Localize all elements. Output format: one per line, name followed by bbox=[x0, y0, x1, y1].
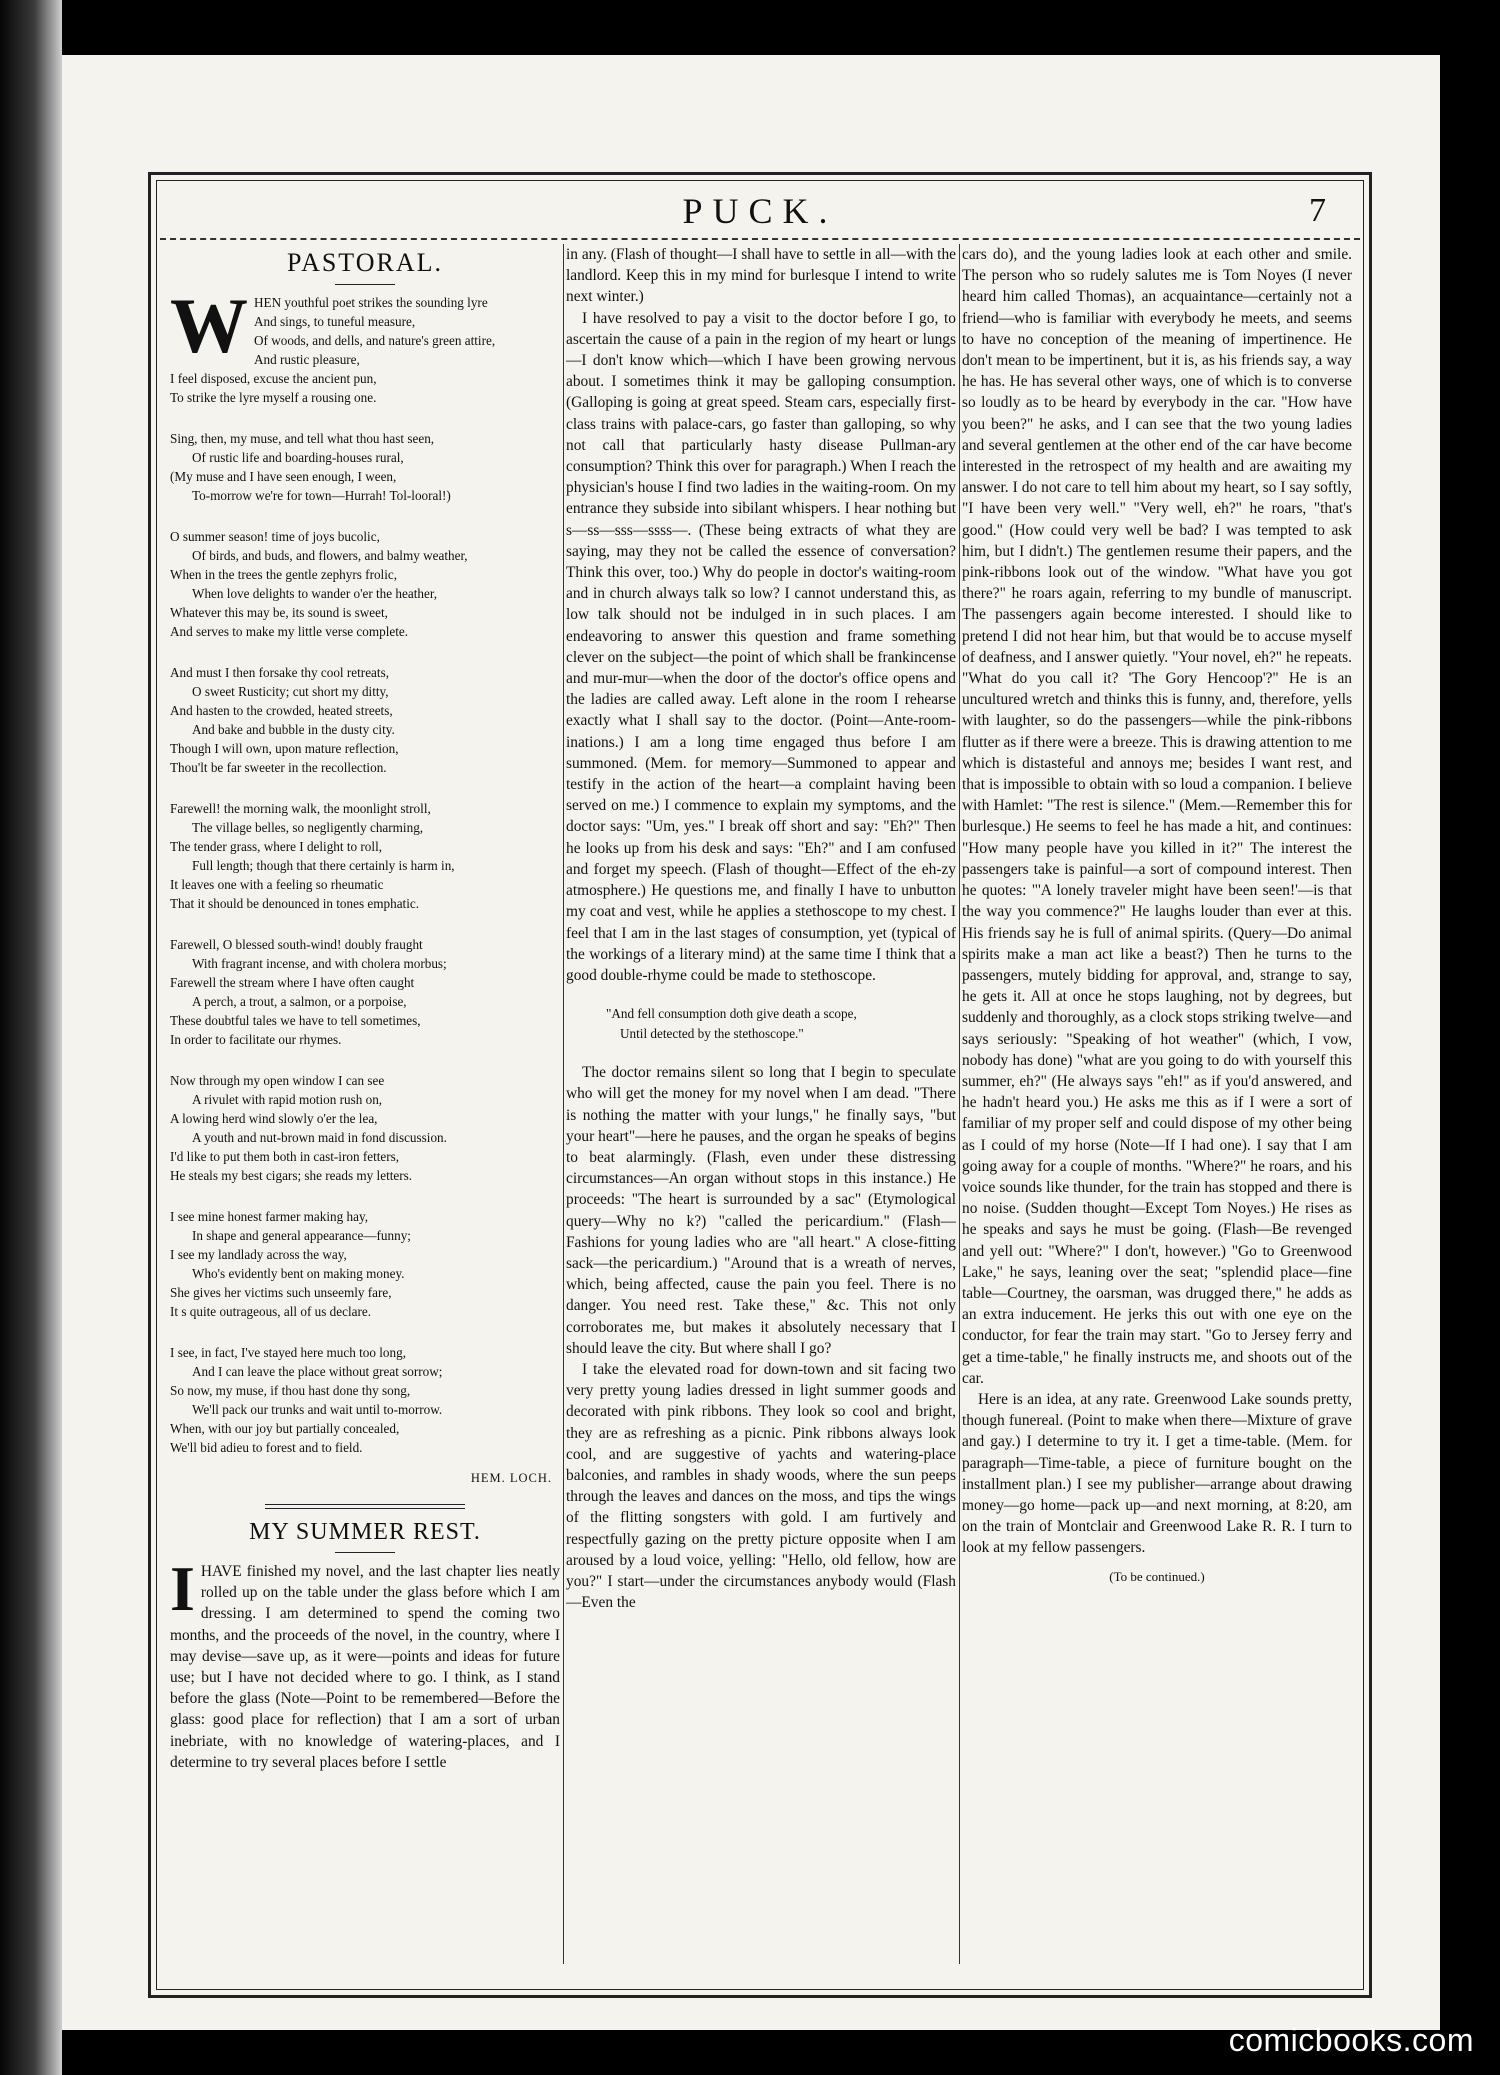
poem-line: In order to facilitate our rhymes. bbox=[170, 1032, 342, 1047]
poem-line: O sweet Rusticity; cut short my ditty, bbox=[192, 684, 389, 699]
poem-line: And hasten to the crowded, heated streets, bbox=[170, 703, 393, 718]
poem-line: And sings, to tuneful measure, bbox=[254, 314, 416, 329]
poem-line: With fragrant incense, and with cholera morbus; bbox=[192, 956, 447, 971]
masthead bbox=[160, 190, 1360, 234]
poem-line: So now, my muse, if thou hast done thy song, bbox=[170, 1383, 411, 1398]
poem-line: Thou'lt be far sweeter in the recollection. bbox=[170, 760, 387, 775]
article-drop-cap: I bbox=[170, 1553, 195, 1624]
poem-line: In shape and general appearance—funny; bbox=[192, 1228, 411, 1243]
poem-line: When in the trees the gentle zephyrs frolic, bbox=[170, 567, 398, 582]
poem-line: She gives her victims such unseemly fare, bbox=[170, 1285, 392, 1300]
poem-line: Of birds, and buds, and flowers, and balmy weather, bbox=[192, 548, 468, 563]
poem-line: And rustic pleasure, bbox=[254, 352, 360, 367]
title-rule bbox=[335, 1552, 395, 1553]
poem-line: Of woods, and dells, and nature's green attire, bbox=[254, 333, 496, 348]
poem-line: He steals my best cigars; she reads my letters. bbox=[170, 1168, 413, 1183]
poem-line: A youth and nut-brown maid in fond discussion. bbox=[192, 1130, 447, 1145]
poem-stanza bbox=[170, 1071, 560, 1185]
masthead-rule bbox=[160, 238, 1360, 240]
poem-stanza bbox=[170, 663, 560, 777]
poem-line: Of rustic life and boarding-houses rural, bbox=[192, 450, 404, 465]
poem-line: Farewell! the morning walk, the moonlight stroll, bbox=[170, 801, 431, 816]
poem-line: The tender grass, where I delight to roll, bbox=[170, 839, 383, 854]
page-number: 7 bbox=[1309, 192, 1326, 229]
poem-stanza bbox=[170, 935, 560, 1049]
poem-line: I see mine honest farmer making hay, bbox=[170, 1209, 368, 1224]
verse-quote bbox=[606, 1004, 956, 1044]
article-paragraph: The doctor remains silent so long that I begin to speculate who will get the money for my novel when I am dead. "There is nothing the matter with your lungs," he finally says, "but your heart"—here he pauses, and the organ he speaks of begins to beat alarmingly. (Flash, even under these distressing circumstances—An organ without stops in this instance.) He proceeds: "The heart is surrounded by a sac" (Etymological query—Why no k?) "called the pericardium." (Flash—Fashions for young ladies who are "all heart." A close-fitting sack—the pericardium.) "Around that is a wreath of nerves, which, being affected, cause the pain you feel. There is no danger. You need rest. Take these," &c. This not only corroborates me, but makes it absolutely necessary that I should leave the city. But where shall I go? bbox=[566, 1064, 956, 1357]
poem-stanza bbox=[170, 1207, 560, 1321]
poem-line: Who's evidently bent on making money. bbox=[192, 1266, 405, 1281]
poem-line: Full length; though that there certainly is harm in, bbox=[192, 858, 455, 873]
poem-line: Farewell the stream where I have often caught bbox=[170, 975, 415, 990]
site-watermark: comicbooks.com bbox=[1228, 2022, 1474, 2058]
column-3 bbox=[962, 244, 1352, 2005]
poem-line: I see, in fact, I've stayed here much too long, bbox=[170, 1345, 407, 1360]
poem-line: It s quite outrageous, all of us declare. bbox=[170, 1304, 372, 1319]
poem-line: And I can leave the place without great sorrow; bbox=[192, 1364, 443, 1379]
masthead-title: PUCK. bbox=[682, 191, 838, 231]
poem-line: A perch, a trout, a salmon, or a porpoise, bbox=[192, 994, 407, 1009]
poem-line: It leaves one with a feeling so rheumatic bbox=[170, 877, 384, 892]
poem-line: Sing, then, my muse, and tell what thou hast seen, bbox=[170, 431, 435, 446]
pastoral-title: PASTORAL. bbox=[287, 248, 443, 277]
poem-line: Farewell, O blessed south-wind! doubly fraught bbox=[170, 937, 423, 952]
poem-line: Whatever this may be, its sound is sweet, bbox=[170, 605, 388, 620]
poem-line: A rivulet with rapid motion rush on, bbox=[192, 1092, 383, 1107]
column-divider bbox=[563, 244, 564, 1964]
quote-line: Until detected by the stethoscope." bbox=[620, 1026, 804, 1042]
poem-line: We'll pack our trunks and wait until to-morrow. bbox=[192, 1402, 443, 1417]
poem-line: Though I will own, upon mature reflection, bbox=[170, 741, 399, 756]
article-paragraph: cars do), and the young ladies look at each other and smile. The person who so rudely salutes me is Tom Noyes (I never heard him called Thomas), an acquaintance—certainly not a friend—who is familiar with everybody he meets, and seems to have no conception of the meaning of impertinence. He don't mean to be impertinent, but it is, as his friends say, a way he has. He has several other ways, one of which is to converse so loudly as to be heard by everybody in the car. "How have you been?" he asks, and I can see that the two young ladies and several gentlemen at the other end of the car have become interested in the retrospect of my health and are awaiting my answer. I do not care to tell him about my heart, so I say softly, "I have been very well." "Very well, eh?" he roars, "that's good." (How could very well be bad? I was tempted to ask him, but I didn't.) The gentlemen resume their papers, and the pink-ribbons look out of the window. "What have you got there?" he roars again, referring to my bundle of manuscript. The passengers again become interested. I should like to pretend I did not hear him, but that would be to accuse myself of deafness, and I answer quietly. "Your novel, eh?" he repeats. "What do you call it? 'The Gory Hencoop'?" He is an uncultured wretch and thinks this is funny, and, therefore, yells with laughter, so do the passengers—while the pink-ribbons flutter as if there were a breeze. This is drawing attention to me which is distasteful and annoys me; besides I want rest, and that is impossible to obtain with so loud a companion. I believe with Hamlet: "The rest is silence." (Mem.—Remember this for burlesque.) He seems to feel he has made a hit, and continues: "How many people have you killed in it?" The interest the passengers take is painful—a sort of compound interest. Then he quotes: "'A lonely traveler might have been seen!'—is that the way you commence?" He laughs louder than ever at this. His friends say he is full of animal spirits. (Query—Do animal spirits make a man act like a beast?) Then he turns to the passengers, mutely bidding for approval, and, strange to say, he gets it. All at once he stops laughing, not by degrees, but suddenly and thoroughly, as a clock stops striking twelve—and says seriously: "Speaking of hot weather" (which, I vow, nobody has done) "what are you going to do with yourself this summer, eh?" (He always says "eh!" as if you'd answered, and he hadn't heard you.) He asks me this as if I were a sort of familiar of my proper self and could dispose of my other being as I could of my horse (Note—If I had one). I say that I am going away for a couple of months. "Where?" he roars, and his voice sounds like thunder, for the train has stopped and there is no noise. (Sudden thought—Except Tom Noyes.) He rises as he speaks and says he must be going. (Flash—Be revenged and yell out: "Where?" I don't, however.) "Go to Greenwood Lake," he says, leaning over the seat; "splendid place—fine table—Courtney, the oarsman, was drugged there," he adds as an extra inducement. He jerks this out with one eye on the conductor, for fear the train may start. "Go to Jersey ferry and get a time-table," he finally instructs me, and shoots out of the car. bbox=[962, 246, 1352, 1387]
section-divider bbox=[265, 1504, 465, 1509]
poem-line: These doubtful tales we have to tell sometimes, bbox=[170, 1013, 421, 1028]
article-paragraph: I have resolved to pay a visit to the doctor before I go, to ascertain the cause of a pain in the region of my heart or lungs—I don't know which—which I have been growing nervous about. I sometimes think it may be galloping consumption. (Galloping is going at great speed. Steam cars, especially first-class trains with palace-cars, go faster than galloping, so why not call that particularly hasty disease Pullman-ary consumption? Think this over for paragraph.) When I reach the physician's house I find two ladies in the waiting-room. On my entrance they subside into sibilant whispers. I hear nothing but s—ss—sss—ssss—. (These being extracts of what they are saying, may they not be called the essence of conversation? Think this over, too.) Why do people in doctor's waiting-room and in church always talk so low? I cannot understand this, as low talk should not be indulged in in such places. I am endeavoring to answer this question and frame something clever on the subject—the point of which shall be frankincense and mur-mur—when the door of the doctor's office opens and the ladies are called away. Left alone in the room I rehearse exactly what I shall say to the doctor. (Point—Ante-room-inations.) I am a long time engaged thus before I am summoned. (Mem. for memory—Summoned to appear and testify in the action of the heart—a complaint having been served on me.) I commence to explain my symptoms, and the doctor says: "Um, yes." I break off short and say: "Eh?" Then he looks up from his desk and says: "Eh?" and I am confused and forget my speech. (Flash of thought—Effect of the eh-zy atmosphere.) He questions me, and finally I have to unbutton my coat and vest, while he applies a stethoscope to my chest. I feel that I am in the last stages of consumption, yet (typical of the workings of a literary mind) at the same time I think that a good double-rhyme could be made to stethoscope. bbox=[566, 309, 956, 984]
poem-line: I feel disposed, excuse the ancient pun, bbox=[170, 371, 377, 386]
to-be-continued: (To be continued.) bbox=[1109, 1568, 1205, 1584]
poem-line: And must I then forsake thy cool retreats, bbox=[170, 665, 389, 680]
poem-stanza bbox=[170, 527, 560, 641]
poem-stanza bbox=[170, 1343, 560, 1457]
article-paragraph: IHAVE finished my novel, and the last chapter lies neatly rolled up on the table under the glass before which I am dressing. I am determined to spend the coming two months, and the proceeds of the novel, in the country, where I may devise—save up, as it were—points and ideas for future use; but I have not decided where to go. I think, as I stand before the glass (Note—Point to be remembered—Before the glass: good place for reflection) that I am a sort of urban inebriate, with no knowledge of watering-places, and I determine to try several places before I settle bbox=[170, 1553, 560, 1771]
poem-line: We'll bid adieu to forest and to field. bbox=[170, 1440, 363, 1455]
poem-stanza bbox=[170, 799, 560, 913]
article-paragraph: I take the elevated road for down-town and sit facing two very pretty young ladies dressed in light summer goods and decorated with pink ribbons. They look so cool and bright, they are as refreshing as a picnic. Pink ribbons always look cool, and are suggestive of yachts and watering-place balconies, and rambles in shady woods, where the sun peeps through the leaves and dances on the moss, and tips the wings of the flitting songsters with gold. I am furtively and respectfully gazing on the pretty picture opposite when I am aroused by a loud voice, yelling: "Hello, old fellow, how are you?" I start—under the circumstances anybody would (Flash—Even the bbox=[566, 1360, 956, 1612]
column-2 bbox=[566, 244, 956, 2005]
poem-line: (My muse and I have seen enough, I ween, bbox=[170, 469, 397, 484]
poem-line: O summer season! time of joys bucolic, bbox=[170, 529, 380, 544]
poem-line: The village belles, so negligently charming, bbox=[192, 820, 424, 835]
poem-line: And serves to make my little verse complete. bbox=[170, 624, 409, 639]
poem-line: When love delights to wander o'er the heather, bbox=[192, 586, 437, 601]
poem-line: That it should be denounced in tones emphatic. bbox=[170, 896, 420, 911]
poem-signature: HEM. LOCH. bbox=[470, 1471, 552, 1485]
poem-line: HEN youthful poet strikes the sounding lyre bbox=[254, 295, 488, 310]
poem-line: A lowing herd wind slowly o'er the lea, bbox=[170, 1111, 378, 1126]
article-paragraph: in any. (Flash of thought—I shall have to settle in all—with the landlord. Keep this in my mind for burlesque I intend to write next winter.) bbox=[566, 246, 956, 306]
poem-line: I see my landlady across the way, bbox=[170, 1247, 347, 1262]
title-rule bbox=[335, 284, 395, 285]
column-divider bbox=[959, 244, 960, 1964]
poem-line: To-morrow we're for town—Hurrah! Tol-looral!) bbox=[192, 488, 451, 503]
poem-line: And bake and bubble in the dusty city. bbox=[192, 722, 395, 737]
poem-line: I'd like to put them both in cast-iron fetters, bbox=[170, 1149, 400, 1164]
poem-drop-cap: W bbox=[170, 282, 248, 369]
article-paragraph: Here is an idea, at any rate. Greenwood Lake sounds pretty, though funereal. (Point to make when there—Mixture of grave and gay.) I determine to try it. I get a time-table. (Mem. for paragraph—Time-table, a piece of furniture bought on the installment plan.) I see my publisher—arrange about drawing money—go home—pack up—and next morning, at 8:20, am on the train of Montclair and Greenwood Lake R. R. I turn to look at my fellow passengers. bbox=[962, 1390, 1352, 1557]
poem-line: When, with our joy but partially concealed, bbox=[170, 1421, 400, 1436]
column-1 bbox=[170, 244, 560, 2005]
poem-line: To strike the lyre myself a rousing one. bbox=[170, 390, 377, 405]
poem-line: Now through my open window I can see bbox=[170, 1073, 385, 1088]
quote-line: "And fell consumption doth give death a scope, bbox=[606, 1006, 857, 1022]
poem-stanza bbox=[170, 429, 560, 505]
pastoral-poem bbox=[170, 282, 560, 1457]
page-binding-shadow bbox=[0, 0, 62, 2075]
summer-rest-title: MY SUMMER REST. bbox=[249, 1519, 481, 1545]
